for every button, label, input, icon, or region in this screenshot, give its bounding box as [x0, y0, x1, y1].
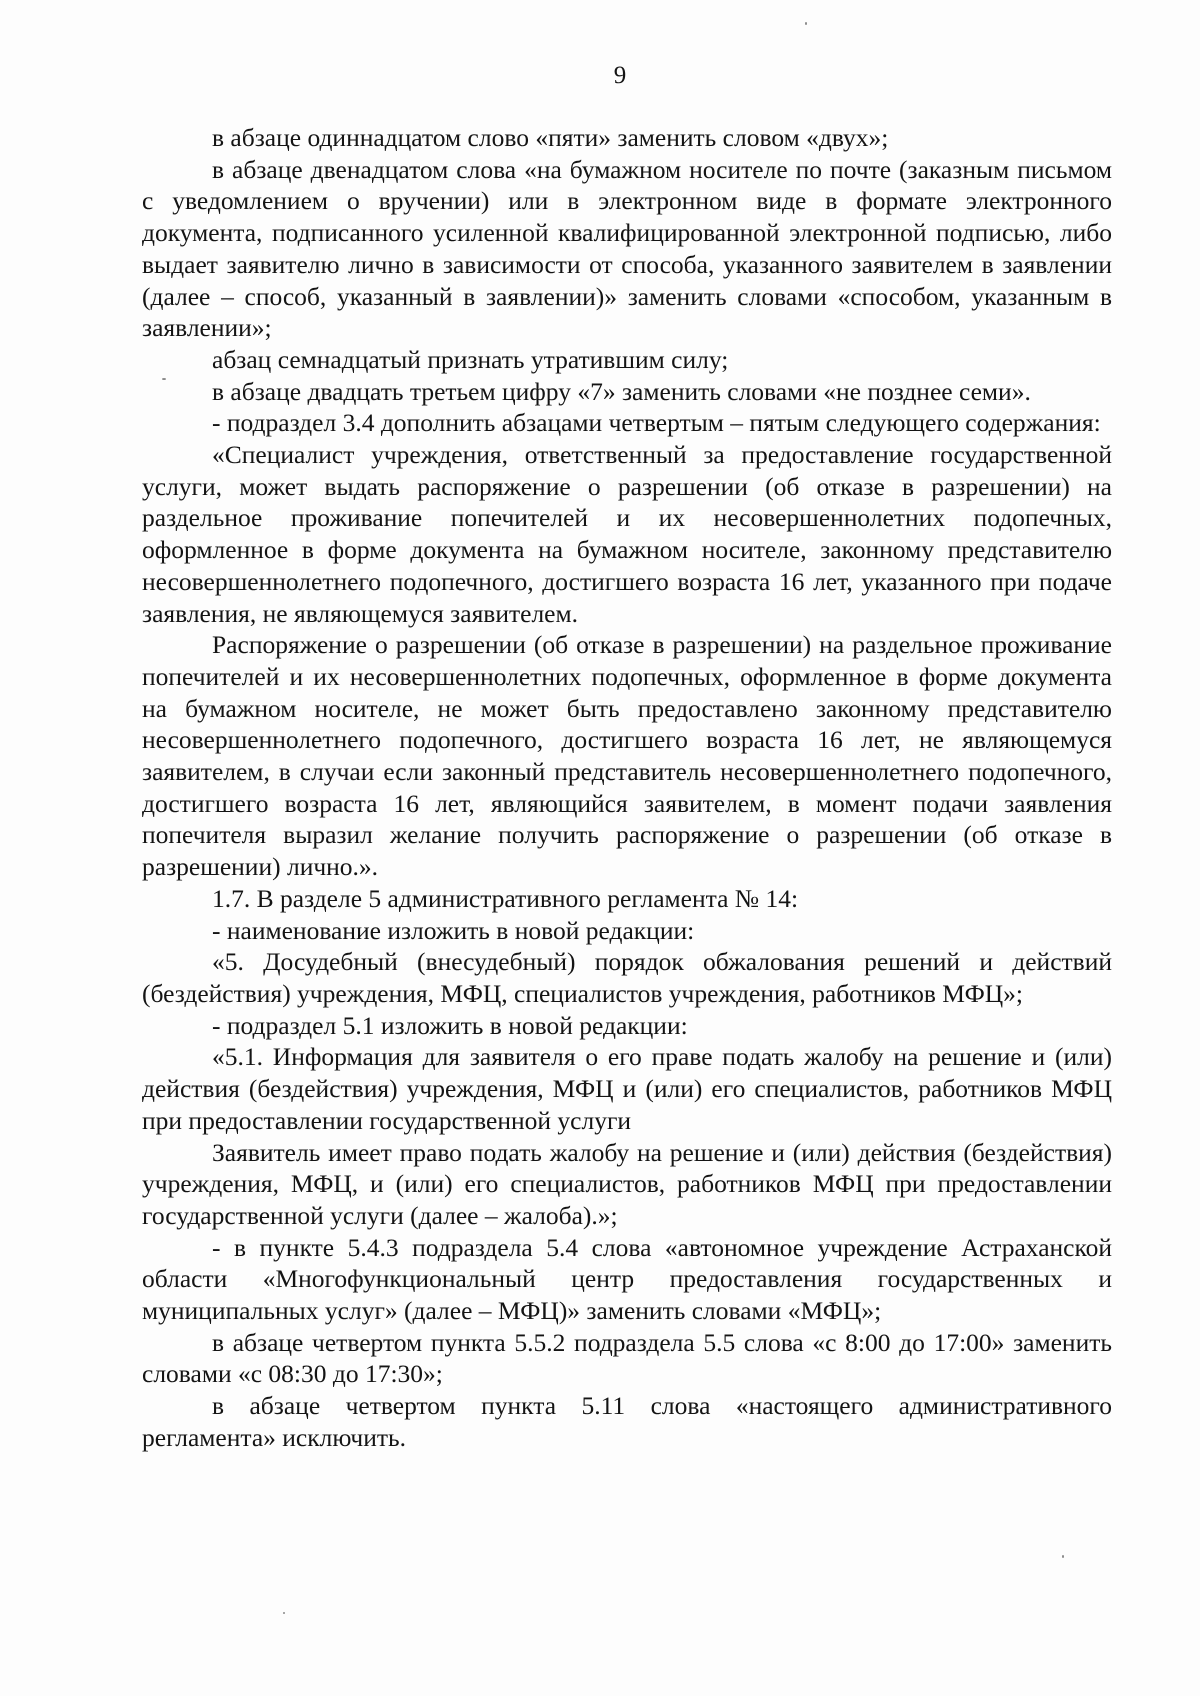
- paragraph: «Специалист учреждения, ответственный за предоставление государственной услуги, может выдать распоряжение о разрешении (об отказе в разрешении) на раздельное проживание попечителей и их несовершеннолетних подопечных, оформленное в форме документа на бумажном носителе, законному представителю несовершеннолетнего подопечного, достигшего возраста 16 лет, указанного при подаче заявления, не являющемуся заявителем.: [142, 440, 1112, 628]
- paragraph: - наименование изложить в новой редакции:: [212, 915, 695, 945]
- paragraph: в абзаце двадцать третьем цифру «7» заменить словами «не позднее семи».: [212, 376, 1031, 406]
- scan-speck: [805, 22, 807, 25]
- paragraph: - подраздел 3.4 дополнить абзацами четвертым – пятым следующего содержания:: [212, 408, 1101, 438]
- paragraph: Заявитель имеет право подать жалобу на решение и (или) действия (бездействия) учреждения, МФЦ, и (или) его специалистов, работников МФЦ при предоставлении государственной услуги (далее – жалоба).»;: [142, 1137, 1112, 1230]
- paragraph: в абзаце четвертом пункта 5.5.2 подраздела 5.5 слова «с 8:00 до 17:00» заменить словами «с 08:30 до 17:30»;: [142, 1327, 1112, 1389]
- paragraph: в абзаце двенадцатом слова «на бумажном носителе по почте (заказным письмом с уведомлением о вручении) или в электронном виде в формате электронного документа, подписанного усиленной квалифицированной электронной подписью, либо выдает заявителю лично в зависимости от способа, указанного заявителем в заявлении (далее – способ, указанный в заявлении)» заменить словами «способом, указанным в заявлении»;: [142, 154, 1112, 343]
- paragraph: в абзаце одиннадцатом слово «пяти» заменить словом «двух»;: [212, 123, 889, 152]
- paragraph: Распоряжение о разрешении (об отказе в разрешении) на раздельное проживание попечителей и их несовершеннолетних подопечных, оформленное в форме документа на бумажном носителе, не может быть предоставлено законному представителю несовершеннолетнего подопечного, достигшего возраста 16 лет, не являющемуся заявителем, в случаи если законный представитель несовершеннолетнего подопечного, достигшего возраста 16 лет, являющийся заявителем, в момент подачи заявления попечителя выразил желание получить распоряжение о разрешении (об отказе в разрешении) лично.».: [142, 630, 1112, 882]
- paragraph: - подраздел 5.1 изложить в новой редакции:: [212, 1010, 688, 1040]
- scan-speck: [162, 378, 166, 380]
- paragraph: в абзаце четвертом пункта 5.11 слова «настоящего административного регламента» исключить.: [142, 1391, 1112, 1452]
- scan-speck: [283, 1612, 285, 1614]
- page-number: 9: [613, 62, 627, 89]
- paragraph: - в пункте 5.4.3 подраздела 5.4 слова «автономное учреждение Астраханской области «Многофункциональный центр предоставления государственных и муниципальных услуг» (далее – МФЦ)» заменить словами «МФЦ»;: [142, 1232, 1112, 1326]
- scan-speck: [1062, 1555, 1064, 1558]
- paragraph: абзац семнадцатый признать утратившим силу;: [212, 344, 729, 374]
- document-body: [142, 122, 1112, 1454]
- paragraph: «5. Досудебный (внесудебный) порядок обжалования решений и действий (бездействия) учреждения, МФЦ, специалистов учреждения, работников МФЦ»;: [142, 947, 1112, 1008]
- paragraph: «5.1. Информация для заявителя о его праве подать жалобу на решение и (или) действия (бездействия) учреждения, МФЦ и (или) его специалистов, работников МФЦ при предоставлении государственной услуги: [142, 1042, 1112, 1135]
- paragraph: 1.7. В разделе 5 административного регламента № 14:: [212, 883, 799, 913]
